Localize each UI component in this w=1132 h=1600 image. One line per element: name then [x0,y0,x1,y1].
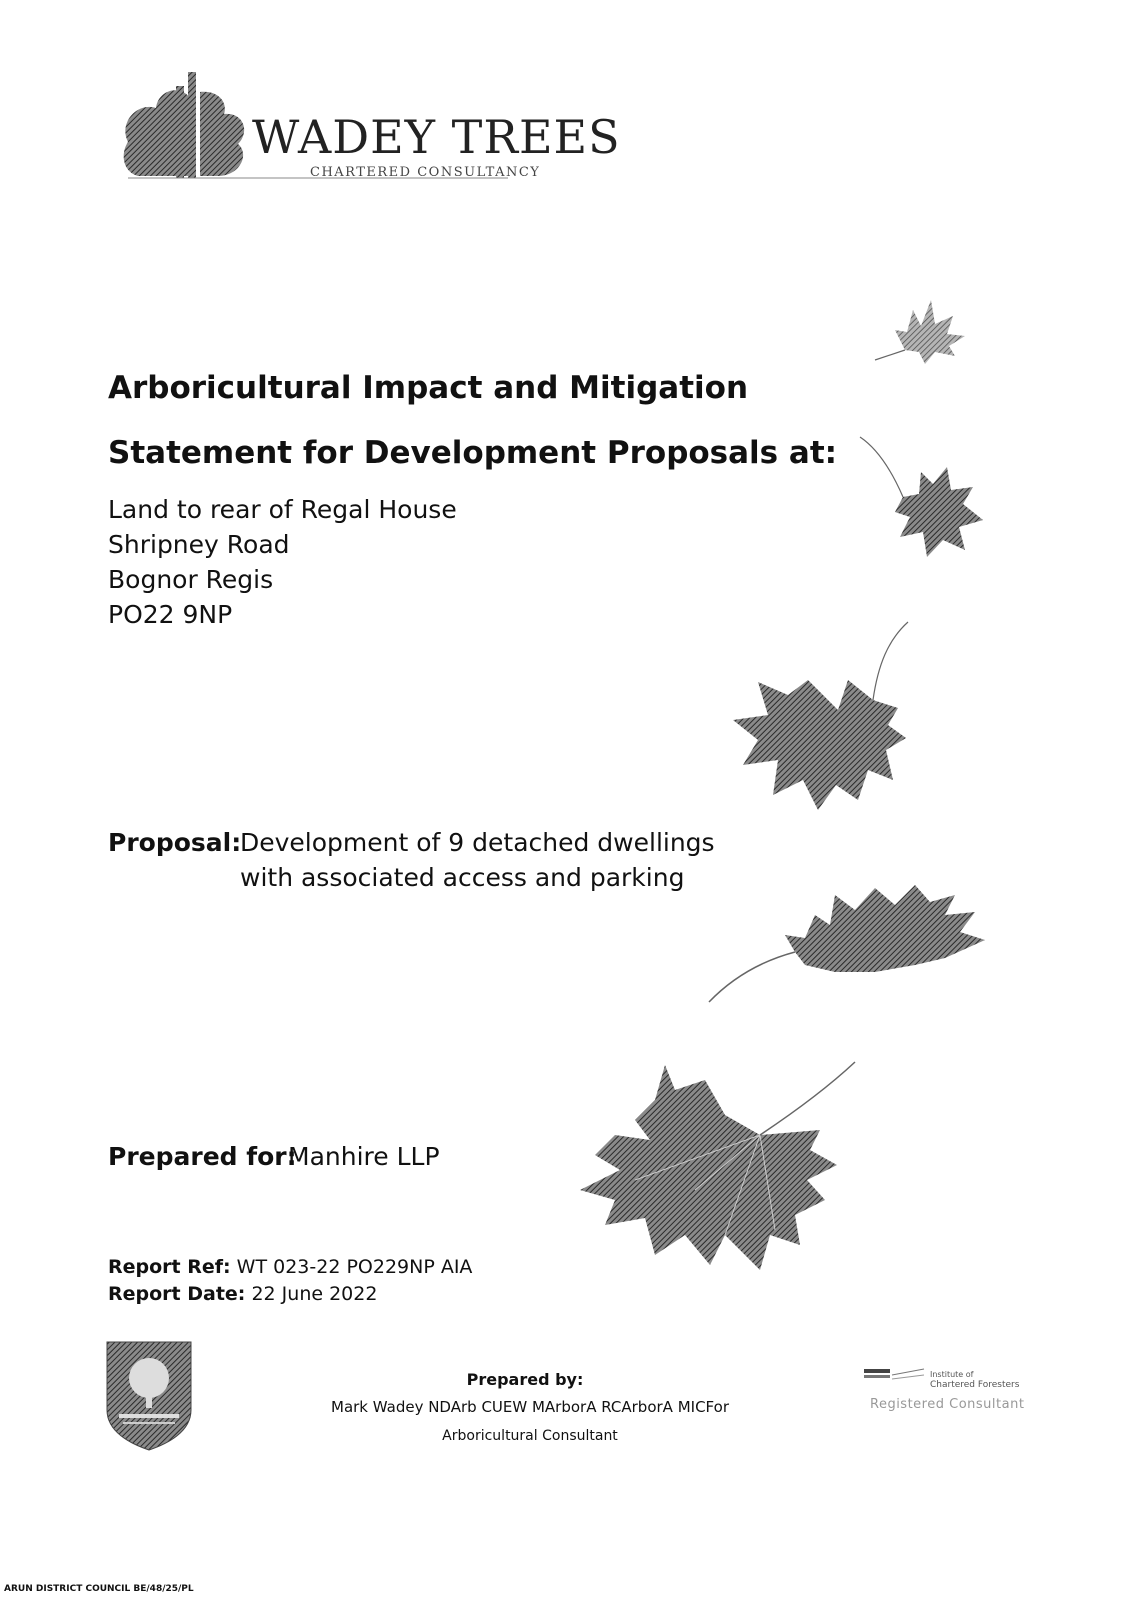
address-line: PO22 9NP [108,600,233,629]
proposal-text-line2: with associated access and parking [240,863,685,892]
report-date [108,1283,377,1305]
icf-line2: Chartered Foresters [930,1380,1020,1390]
client-name: Manhire LLP [288,1142,440,1171]
address-line: Land to rear of Regal House [108,495,457,524]
consultant-name: Mark Wadey NDArb CUEW MArborA RCArborA MICFor [331,1398,729,1416]
prepared-by-label: Prepared by: [466,1370,584,1389]
maple-leaf-icon [865,290,975,370]
council-stamp: ARUN DISTRICT COUNCIL BE/48/25/PL [4,1584,194,1594]
proposal-label: Proposal: [108,828,242,857]
arboricultural-association-crest-icon [105,1340,193,1452]
consultant-role: Arboricultural Consultant [442,1428,618,1444]
site-address [108,492,457,632]
address-line: Bognor Regis [108,565,274,594]
report-ref-label: Report Ref: [108,1256,231,1278]
report-ref [108,1256,472,1278]
report-date-value: 22 June 2022 [251,1283,378,1305]
prepared-for-label: Prepared for: [108,1142,297,1171]
report-title-line2: Statement for Development Proposals at: [108,435,838,471]
icf-registered-consultant: Registered Consultant [870,1397,1025,1412]
address-line: Shripney Road [108,530,290,559]
report-title-line1: Arboricultural Impact and Mitigation [108,370,749,406]
report-date-label: Report Date: [108,1283,246,1305]
icf-line1: Institute of [930,1370,974,1379]
maple-leaf-icon [705,880,1005,1010]
report-ref-value: WT 023-22 PO229NP AIA [236,1256,473,1278]
maple-leaf-icon [575,1060,865,1290]
proposal-text-line1: Development of 9 detached dwellings [240,828,715,857]
brand-name: WADEY TREES [252,110,621,164]
maple-leaf-icon [855,432,1005,582]
maple-leaf-icon [728,620,928,820]
brand-subtitle: CHARTERED CONSULTANCY [310,165,541,180]
